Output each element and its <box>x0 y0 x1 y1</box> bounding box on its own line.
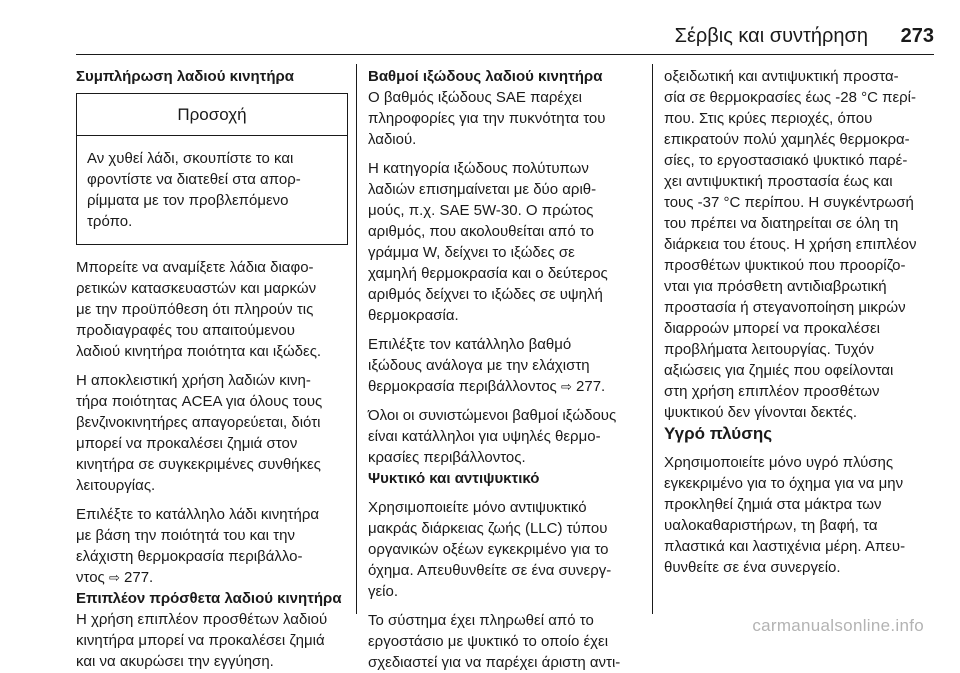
column-divider-right <box>652 64 653 614</box>
paragraph-choose-grade: Επιλέξτε τον κατάλληλο βαθμό ιξώδους ανάλογα με την ελάχιστη θερμοκρασία περιβάλλοντος ⇨ 277. <box>368 336 606 395</box>
page-reference-link[interactable]: 277. <box>124 569 154 586</box>
paragraph-factory-coolant: Το σύστημα έχει πληρωθεί από το εργοστάσιο με ψυκτικό το οποίο έχει σχεδιαστεί για να παρέχει άριστη αντι- <box>368 612 621 671</box>
paragraph-coolant-continued: οξειδωτική και αντιψυκτική προστα- σία σε θερμοκρασίες έως -28 °C περί- που. Στις κρύες περιοχές, όπου επικρατούν πολύ χαμηλές θερμοκρα- σίες, το εργοστασιακό ψυκτικό παρέ- χει αντιψυκτική προστασία έως και τους -37 °C περίπου. Η συγκέντρωσή του πρέπει να διατηρείται σε όλη τη διάρκεια του έτους. Η χρήση επιπλέον προσθέτων ψυκτικού που προορίζο- νται για πρόσθετη αντιδιαβρωτική προστασία ή στεγανοποίηση μικρών διαρροών μπορεί να προκαλέσει προβλήματα λειτουργίας. Τυχόν αξιώσεις για ζημιές που οφείλονται στη χρήση επιπλέον προσθέτων ψυκτικού δεν γίνονται δεκτές. <box>664 68 917 421</box>
column-middle <box>368 66 640 673</box>
section-heading-oil-fill: Συμπλήρωση λαδιού κινητήρα <box>76 68 294 85</box>
paragraph-coolant-llc: Χρησιμοποιείτε μόνο αντιψυκτικό μακράς διάρκειας ζωής (LLC) τύπου οργανικών οξέων εγκεκριμένο για το όχημα. Απευθυνθείτε σε ένα συνεργ- γείο. <box>368 499 612 600</box>
caution-title: Προσοχή <box>77 94 347 136</box>
caution-text: Αν χυθεί λάδι, σκουπίστε το και φροντίστε να διατεθεί στα απορ- ρίμματα με τον προβλεπόμενο τρόπο. <box>87 150 301 230</box>
paragraph-recommended-grades: Όλοι οι συνιστώμενοι βαθμοί ιξώδους είναι κατάλληλοι για υψηλές θερμο- κρασίες περιβάλλοντος. <box>368 407 617 466</box>
caution-box <box>76 93 348 245</box>
page-reference-link[interactable]: 277. <box>576 378 606 395</box>
header-title: Σέρβις και συντήρηση <box>674 25 868 47</box>
paragraph-choose-oil: Επιλέξτε το κατάλληλο λάδι κινητήρα με βάση την ποιότητά του και την ελάχιστη θερμοκρασία περιβάλλο- ντος ⇨ 277. <box>76 506 320 586</box>
paragraph-acea-warning: Η αποκλειστική χρήση λαδιών κινη- τήρα ποιότητας ACEA για όλους τους βενζινοκινητήρες απαγορεύεται, διότι μπορεί να προκαλέσει ζημιά στον κινητήρα σε συγκεκριμένες συνθήκες λειτουργίας. <box>76 372 323 494</box>
paragraph-multigrade: Η κατηγορία ιξώδους πολύτυπων λαδιών επισημαίνεται με δύο αριθ- μούς, π.χ. SAE 5W-30. Ο πρώτος αριθμός, που ακολουθείται από το γράμμα W, δείχνει το ιξώδες σε χαμηλή θερμοκρασία και ο δεύτερος αριθμός δείχνει το ιξώδες σε υψηλή θερμοκρασία. <box>368 160 608 324</box>
column-divider-left <box>356 64 357 614</box>
section-heading-viscosity: Βαθμοί ιξώδους λαδιού κινητήρα <box>368 68 603 85</box>
subheading-oil-additives: Επιπλέον πρόσθετα λαδιού κινητήρα <box>76 590 342 607</box>
paragraph-oil-mixing: Μπορείτε να αναμίξετε λάδια διαφο- ρετικών κατασκευαστών και μαρκών με την προϋπόθεση ότι πληρούν τις προδιαγραφές του απαιτούμενου λαδιού κινητήρα ποιότητα και ιξώδες. <box>76 259 322 360</box>
header-divider <box>76 54 934 55</box>
subheading-coolant: Ψυκτικό και αντιψυκτικό <box>368 470 540 487</box>
paragraph-sae-grade: Ο βαθμός ιξώδους SAE παρέχει πληροφορίες για την πυκνότητα του λαδιού. <box>368 89 606 148</box>
page-number: 273 <box>900 25 934 47</box>
section-heading-washer-fluid: Υγρό πλύσης <box>664 424 773 443</box>
page-reference-arrow-icon: ⇨ <box>108 570 120 585</box>
column-left <box>76 66 346 672</box>
paragraph-washer-fluid: Χρησιμοποιείτε μόνο υγρό πλύσης εγκεκριμένο για το όχημα για να μην προκληθεί ζημιά στα μάκτρα των υαλοκαθαριστήρων, τη βαφή, τα πλαστικά και λαστιχένια μέρη. Απευ- θυνθείτε σε ένα συνεργείο. <box>664 454 906 576</box>
page-reference-arrow-icon: ⇨ <box>560 379 572 394</box>
column-right <box>664 66 936 578</box>
paragraph-oil-additives: Η χρήση επιπλέον προσθέτων λαδιού κινητήρα μπορεί να προκαλέσει ζημιά και να ακυρώσει την εγγύηση. <box>76 611 328 670</box>
watermark: carmanualsonline.info <box>752 616 924 635</box>
